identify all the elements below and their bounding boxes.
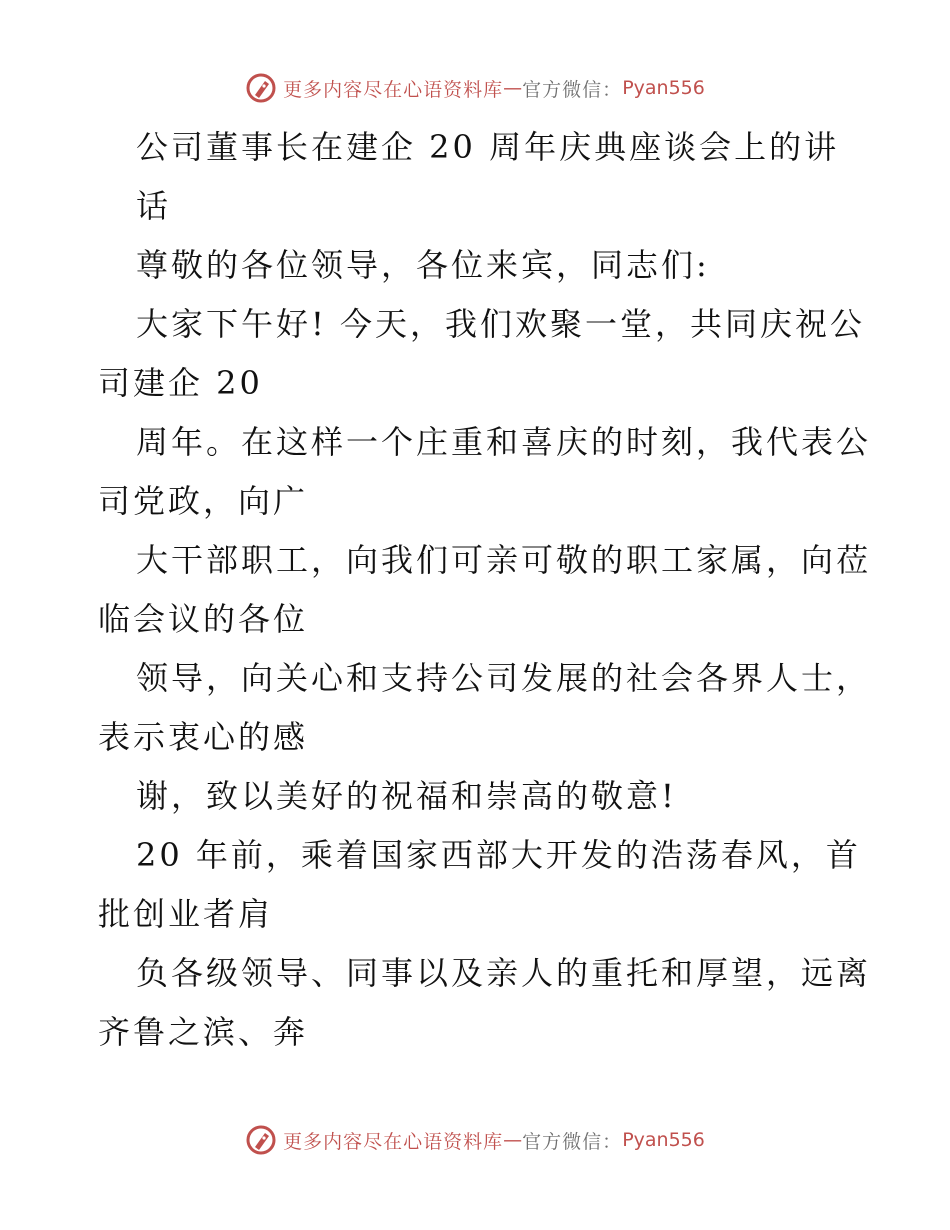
pen-nib-circle-icon [245, 1124, 277, 1156]
text-line: 表示衷心的感 [98, 718, 309, 756]
text-line: 司党政，向广 [98, 482, 309, 520]
text-line: 负各级领导、同事以及亲人的重托和厚望，远离 [136, 954, 872, 992]
text-line: 大干部职工，向我们可亲可敬的职工家属，向莅 [136, 541, 872, 579]
banner-main-text: 更多内容尽在心语资料库 [283, 78, 504, 101]
banner-wechat-id: Pyan556 [622, 1129, 705, 1151]
text-line: 临会议的各位 [98, 600, 309, 638]
banner-separator: — [503, 1129, 523, 1151]
text-line: 批创业者肩 [98, 895, 274, 933]
banner-wechat-label: 官方微信： [522, 78, 623, 101]
text-line: 谢，致以美好的祝福和崇高的敬意! [136, 777, 677, 815]
banner-separator: — [503, 77, 523, 99]
text-line: 齐鲁之滨、奔 [98, 1013, 309, 1051]
text-line: 领导，向关心和支持公司发展的社会各界人士， [136, 659, 872, 697]
banner-wechat-id: Pyan556 [622, 77, 705, 99]
document-title: 公司董事长在建企 20 周年庆典座谈会上的讲 [136, 128, 840, 166]
document-title-continued: 话 [136, 187, 172, 225]
text-line: 20 年前，乘着国家西部大开发的浩荡春风，首 [136, 836, 861, 874]
text-line: 周年。在这样一个庄重和喜庆的时刻，我代表公 [136, 423, 872, 461]
text-line: 司建企 20 [98, 364, 263, 402]
text-line: 大家下午好! 今天，我们欢聚一堂，共同庆祝公 [136, 305, 866, 343]
footer-banner [0, 1124, 950, 1156]
text-line: 尊敬的各位领导，各位来宾，同志们: [136, 246, 710, 284]
banner-main-text: 更多内容尽在心语资料库 [283, 1130, 504, 1153]
banner-wechat-label: 官方微信： [522, 1130, 623, 1153]
